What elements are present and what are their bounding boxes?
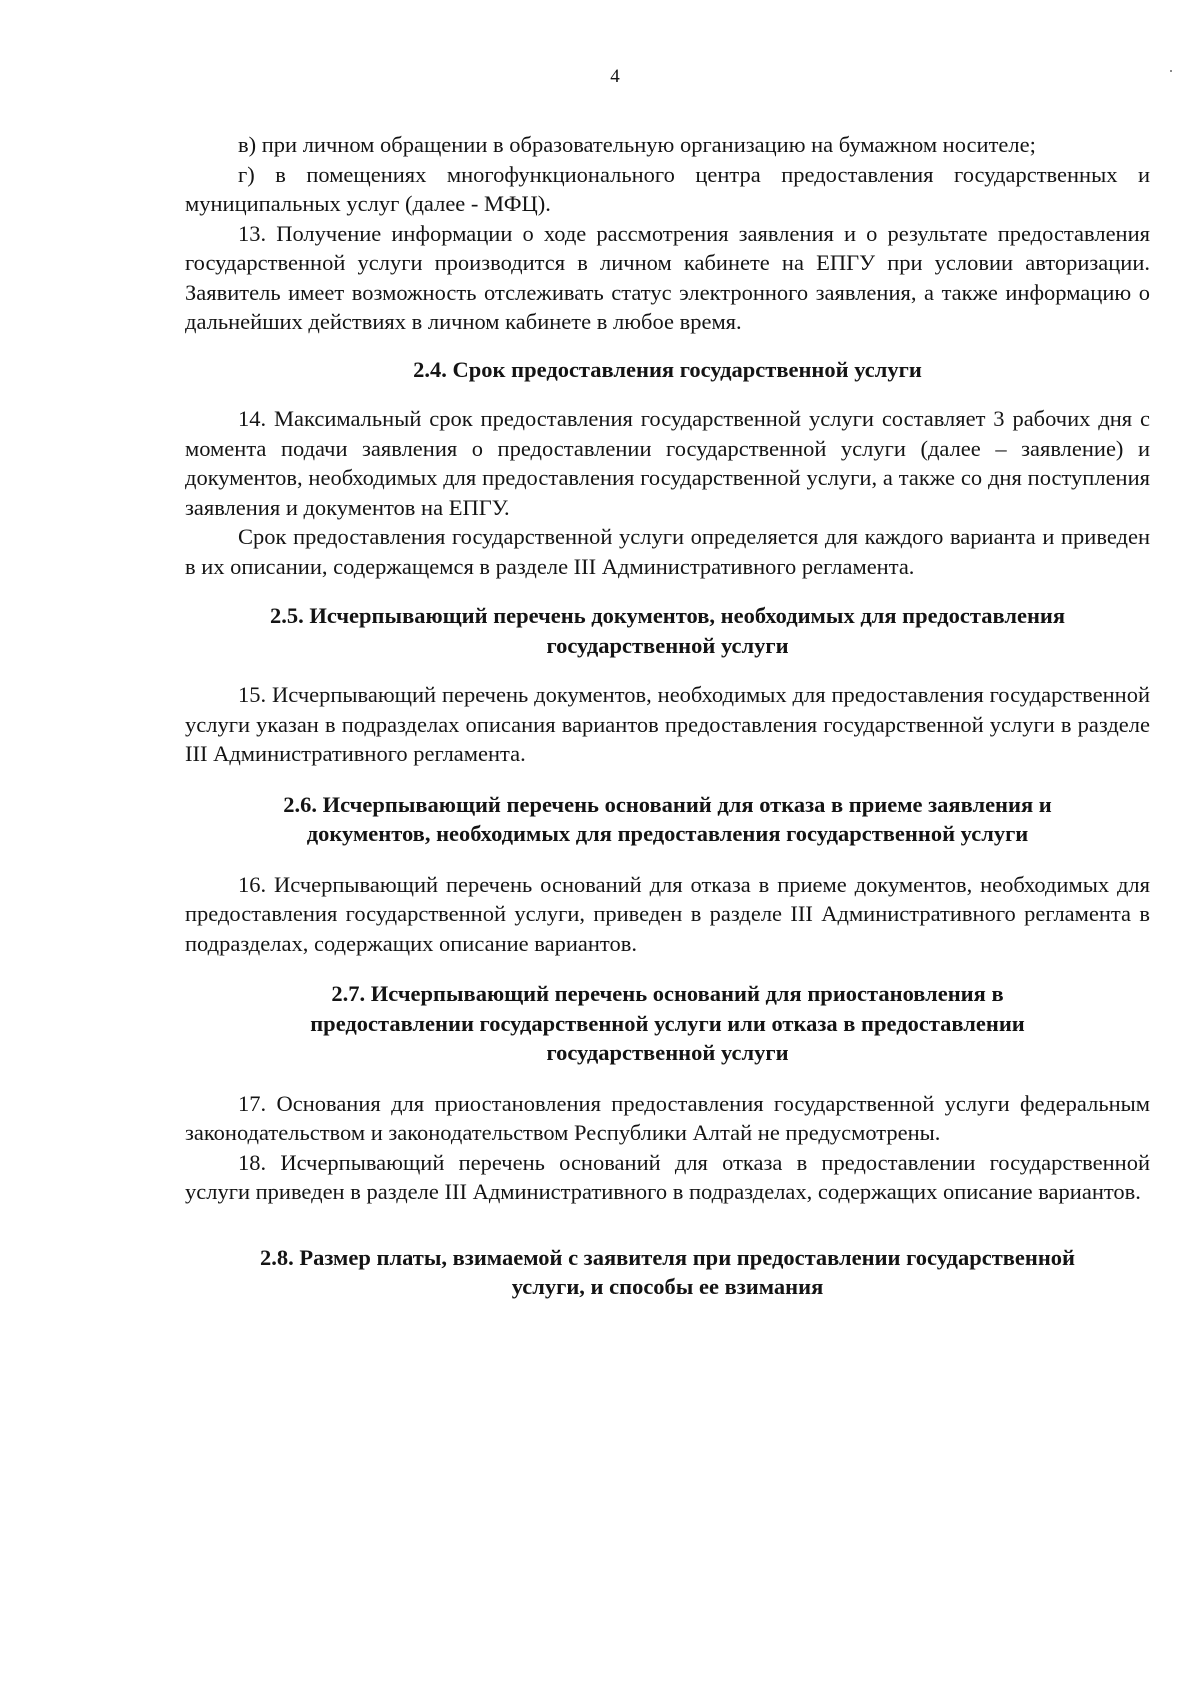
- heading-line: 2.4. Срок предоставления государственной услуги: [413, 356, 922, 382]
- scan-speck: [1170, 70, 1172, 72]
- heading-line: 2.6. Исчерпывающий перечень оснований для отказа в приеме заявления и: [283, 791, 1052, 817]
- heading-line: 2.5. Исчерпывающий перечень документов, необходимых для предоставления: [269, 603, 1066, 628]
- document-body: [185, 130, 1150, 1302]
- section-heading-2-4: [185, 355, 1150, 385]
- paragraph-term-variant: Срок предоставления государственной услуги определяется для каждого варианта и приведен в их описании, содержащемся в разделе III Административного регламента.: [185, 524, 1150, 579]
- paragraph-17: 17. Основания для приостановления предоставления государственной услуги федеральным законодательством и законодательством Республики Алтай не предусмотрены.: [185, 1090, 1150, 1145]
- section-heading-2-7: [185, 979, 1150, 1068]
- paragraph-18: 18. Исчерпывающий перечень оснований для отказа в предоставлении государственной услуги приведен в разделе III Административного в подразделах, содержащих описание вариантов.: [185, 1149, 1150, 1204]
- section-heading-2-5: [185, 601, 1150, 660]
- paragraph-15: 15. Исчерпывающий перечень документов, необходимых для предоставления государственной услуги указан в подразделах описания вариантов предоставления государственной услуги в разделе III Административного регламента.: [185, 682, 1150, 766]
- paragraph-16: 16. Исчерпывающий перечень оснований для отказа в приеме документов, необходимых для предоставления государственной услуги, приведен в разделе III Административного регламента в подразделах, содержащих описание вариантов.: [185, 871, 1150, 956]
- heading-line: предоставлении государственной услуги или отказа в предоставлении: [310, 1010, 1025, 1036]
- heading-line: государственной услуги: [546, 1040, 789, 1065]
- paragraph-13: 13. Получение информации о ходе рассмотрения заявления и о результате предоставления государственной услуги производится в личном кабинете на ЕПГУ при условии авторизации. Заявитель имеет возможность отслеживать статус электронного заявления, а также информацию о дальнейших действиях в личном кабинете в любое время.: [185, 220, 1150, 334]
- section-heading-2-8: [185, 1243, 1150, 1302]
- heading-line: документов, необходимых для предоставления государственной услуги: [306, 821, 1029, 846]
- paragraph-item-g: г) в помещениях многофункционального центра предоставления государственных и муниципальных услуг (далее - МФЦ).: [185, 161, 1150, 216]
- paragraph-14: 14. Максимальный срок предоставления государственной услуги составляет 3 рабочих дня с момента подачи заявления о предоставлении государственной услуги (далее – заявление) и документов, необходимых для предоставления государственной услуги, а также со дня поступления заявления и документов на ЕПГУ.: [185, 406, 1150, 520]
- heading-line: услуги, и способы ее взимания: [511, 1274, 824, 1299]
- heading-line: 2.7. Исчерпывающий перечень оснований для приостановления в: [331, 981, 1004, 1006]
- heading-line: государственной услуги: [546, 632, 789, 658]
- heading-line: 2.8. Размер платы, взимаемой с заявителя при предоставлении государственной: [259, 1244, 1076, 1270]
- section-heading-2-6: [185, 790, 1150, 849]
- paragraph-item-v: в) при личном обращении в образовательную организацию на бумажном носителе;: [238, 132, 1036, 157]
- page-number: 4: [610, 66, 620, 87]
